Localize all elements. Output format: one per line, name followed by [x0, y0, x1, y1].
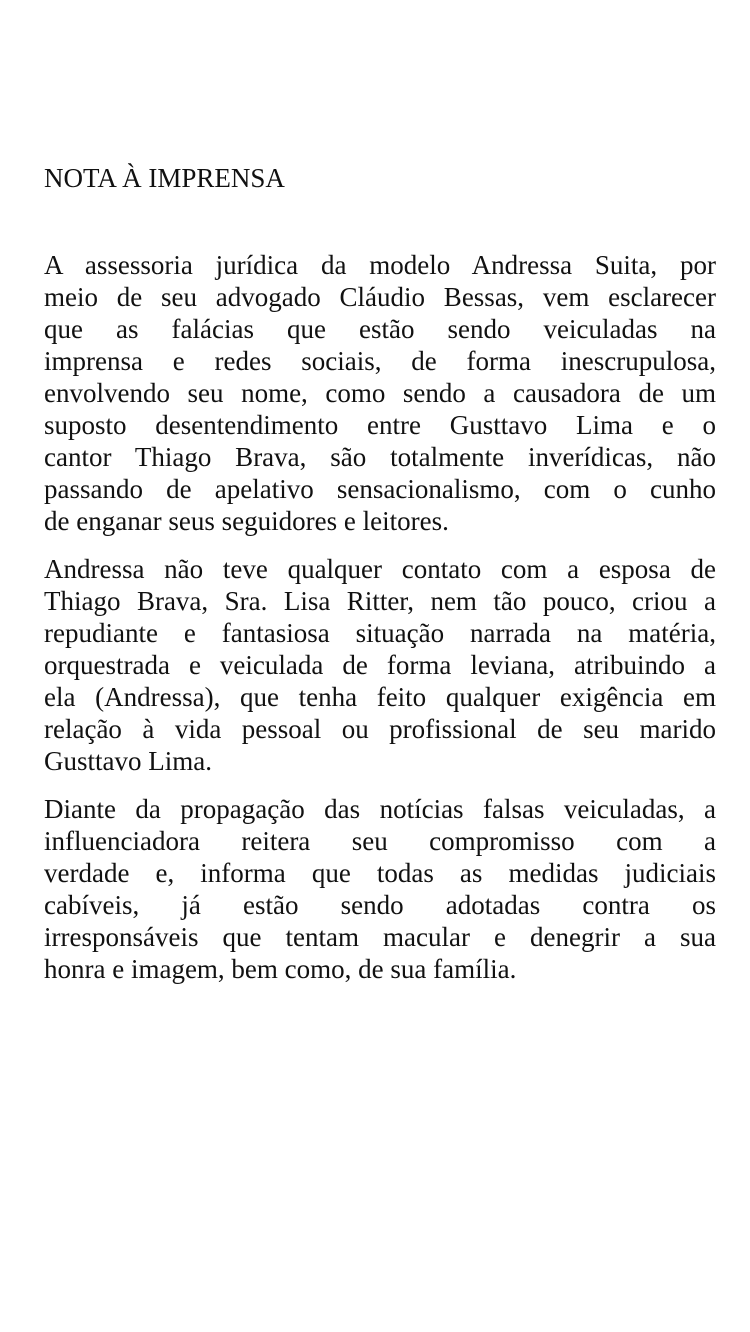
- text-line: Andressa não teve qualquer contato com a esposa de: [44, 554, 716, 584]
- text-line: envolvendo seu nome, como sendo a causadora de um: [44, 378, 716, 408]
- text-line: meio de seu advogado Cláudio Bessas, vem esclarecer: [44, 282, 716, 312]
- text-line: honra e imagem, bem como, de sua família.: [44, 954, 517, 984]
- text-line: orquestrada e veiculada de forma leviana, atribuindo a: [44, 650, 716, 680]
- paragraph: [44, 793, 716, 985]
- text-line: irresponsáveis que tentam macular e denegrir a sua: [44, 922, 716, 952]
- text-line: de enganar seus seguidores e leitores.: [44, 506, 449, 536]
- document-title: NOTA À IMPRENSA: [44, 163, 285, 193]
- text-line: Gusttavo Lima.: [44, 746, 212, 776]
- text-line: influenciadora reitera seu compromisso com a: [44, 826, 716, 856]
- paragraph: [44, 553, 716, 777]
- text-line: cantor Thiago Brava, são totalmente inverídicas, não: [44, 442, 716, 472]
- text-line: Diante da propagação das notícias falsas veiculadas, a: [44, 794, 716, 824]
- text-line: imprensa e redes sociais, de forma inescrupulosa,: [44, 346, 716, 376]
- text-line: que as falácias que estão sendo veiculadas na: [44, 314, 716, 344]
- text-line: repudiante e fantasiosa situação narrada na matéria,: [44, 618, 716, 648]
- document-body: [44, 249, 716, 1001]
- text-line: cabíveis, já estão sendo adotadas contra os: [44, 890, 716, 920]
- paragraph: [44, 249, 716, 537]
- text-line: verdade e, informa que todas as medidas judiciais: [44, 858, 716, 888]
- text-line: passando de apelativo sensacionalismo, com o cunho: [44, 474, 716, 504]
- text-line: ela (Andressa), que tenha feito qualquer exigência em: [44, 682, 716, 712]
- text-line: A assessoria jurídica da modelo Andressa Suita, por: [44, 250, 716, 280]
- text-line: suposto desentendimento entre Gusttavo Lima e o: [44, 410, 716, 440]
- text-line: relação à vida pessoal ou profissional de seu marido: [44, 714, 716, 744]
- text-line: Thiago Brava, Sra. Lisa Ritter, nem tão pouco, criou a: [44, 586, 716, 616]
